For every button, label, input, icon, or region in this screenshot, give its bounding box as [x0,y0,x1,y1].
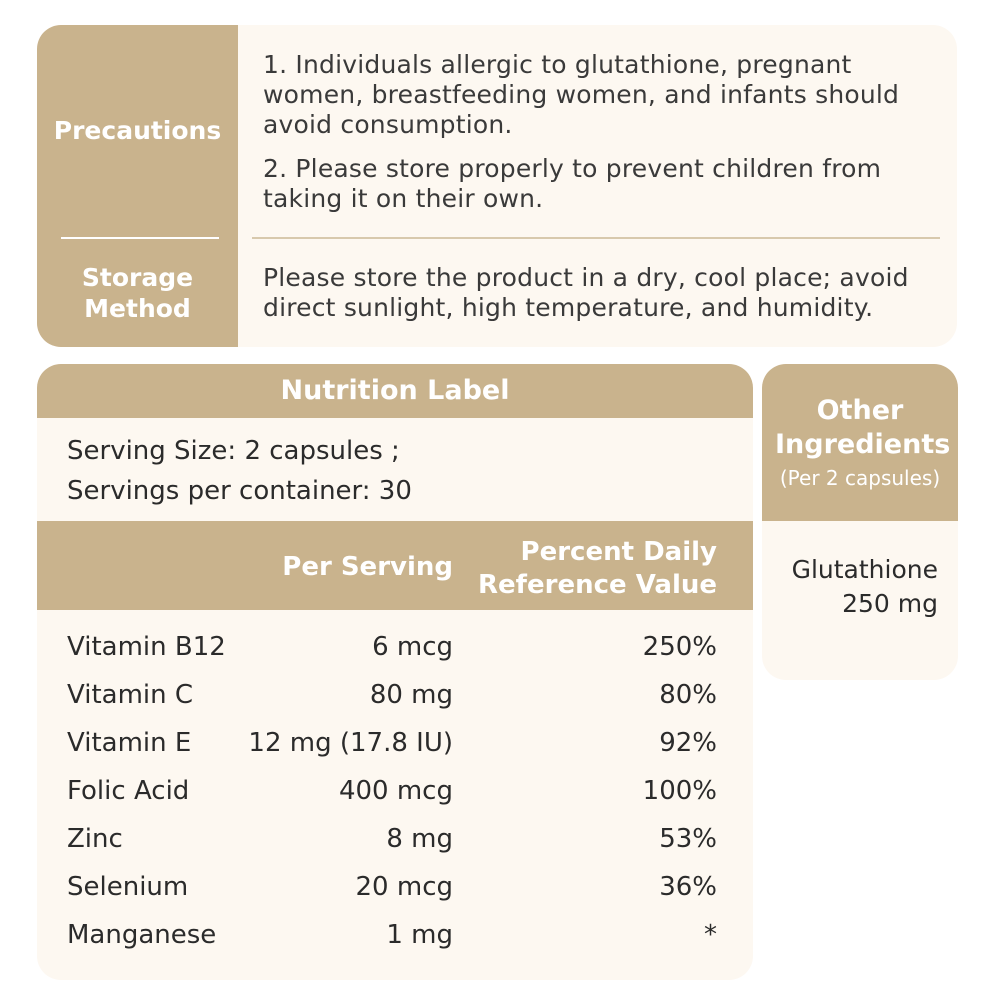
nutrient-name: Zinc [67,824,123,854]
nutrient-row [37,918,753,966]
precautions-label: Precautions [53,116,222,145]
nutrient-percent: 36% [659,872,717,902]
nutrition-header [37,364,753,418]
nutrient-amount: 8 mg [386,824,453,854]
other-ingredients-card [762,364,958,680]
nutrient-amount: 400 mcg [338,776,453,806]
nutrient-amount: 1 mg [386,920,453,950]
nutrient-percent: * [704,920,717,950]
nutrient-name: Vitamin B12 [67,632,226,662]
nutrient-percent: 80% [659,680,717,710]
nutrient-percent: 100% [642,776,717,806]
label-column [37,25,238,347]
nutrient-name: Vitamin E [67,728,192,758]
per-serving-header: Per Serving [282,552,453,582]
nutrient-amount: 12 mg (17.8 IU) [248,728,453,758]
nutrient-row [37,822,753,870]
nutrient-amount: 20 mcg [355,872,453,902]
precaution-item-2: 2. Please store properly to prevent children from taking it on their own. [263,154,882,213]
precaution-item-1: 1. Individuals allergic to glutathione, pregnant women, breastfeeding women, and infants should avoid consumption. [263,50,900,139]
nutrient-row [37,678,753,726]
percent-daily-header: Percent Daily Reference Value [478,537,717,600]
ingredient-amount: 250 mg [842,589,938,618]
nutrient-amount: 6 mcg [372,632,453,662]
nutrient-row [37,870,753,918]
label-divider [61,237,219,239]
servings-per-container: Servings per container: 30 [67,476,412,506]
nutrient-percent: 53% [659,824,717,854]
precautions-storage-card [37,25,957,347]
ingredient-name: Glutathione [791,555,938,584]
nutrition-title: Nutrition Label [280,375,510,406]
nutrient-row [37,774,753,822]
nutrition-label-card [37,364,753,980]
nutrient-amount: 80 mg [369,680,453,710]
other-ingredient-item [792,553,938,621]
nutrition-column-header [37,521,753,610]
content-divider [252,237,940,239]
nutrient-percent: 250% [642,632,717,662]
nutrient-row [37,630,753,678]
storage-method-label-text: Storage Method [81,263,194,323]
serving-size: Serving Size: 2 capsules ; [67,436,400,466]
storage-method-label [37,262,238,324]
nutrient-percent: 92% [659,728,717,758]
nutrient-name: Vitamin C [67,680,194,710]
other-ingredients-subtitle: (Per 2 capsules) [779,466,941,490]
nutrient-name: Selenium [67,872,189,902]
nutrient-row [37,726,753,774]
storage-method-text: Please store the product in a dry, cool place; avoid direct sunlight, high temperature, and humidity. [263,263,909,322]
other-ingredients-title [762,394,958,462]
nutrient-name: Folic Acid [67,776,190,806]
other-ingredients-title-text: Other Ingredients [775,395,951,460]
nutrient-name: Manganese [67,920,217,950]
other-ingredients-header [762,364,958,521]
